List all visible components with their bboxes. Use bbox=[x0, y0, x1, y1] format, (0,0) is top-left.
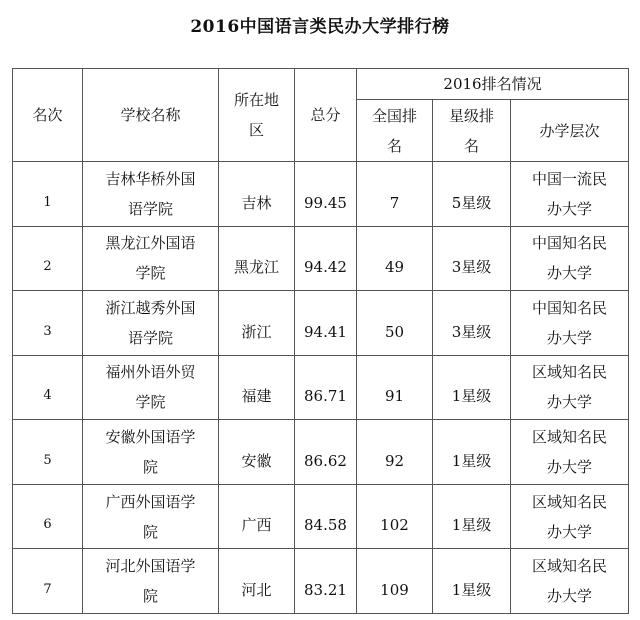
cell-school-name-line2: 院 bbox=[142, 522, 158, 541]
cell-rank bbox=[13, 420, 83, 485]
cell-school-name-line1: 黑龙江外国语 bbox=[105, 234, 196, 253]
cell-level-line2: 办大学 bbox=[546, 264, 592, 283]
cell-score-text: 86.71 bbox=[304, 387, 347, 406]
cell-school-name bbox=[83, 549, 219, 614]
cell-national-rank bbox=[357, 484, 433, 549]
cell-level-line1: 区域知名民 bbox=[531, 557, 607, 576]
cell-school-name bbox=[83, 162, 219, 227]
cell-rank-text: 1 bbox=[43, 194, 52, 210]
header-star-rank bbox=[433, 100, 511, 162]
cell-rank-text: 4 bbox=[43, 388, 52, 404]
header-score: 总分 bbox=[295, 69, 357, 162]
cell-level bbox=[511, 355, 629, 420]
cell-region-text: 安徽 bbox=[241, 451, 272, 470]
cell-level bbox=[511, 162, 629, 227]
cell-school-name-line1: 河北外国语学 bbox=[105, 557, 196, 576]
cell-region-text: 福建 bbox=[241, 387, 272, 406]
cell-region bbox=[219, 226, 295, 291]
cell-star-rank-text: 5星级 bbox=[451, 193, 492, 212]
cell-score-text: 99.45 bbox=[304, 193, 347, 212]
cell-national-rank bbox=[357, 549, 433, 614]
cell-star-rank bbox=[433, 549, 511, 614]
header-region bbox=[219, 69, 295, 162]
table-row bbox=[13, 355, 629, 420]
cell-school-name bbox=[83, 420, 219, 485]
cell-level-line1: 区域知名民 bbox=[531, 428, 607, 447]
cell-level-line2: 办大学 bbox=[546, 328, 592, 347]
table-row bbox=[13, 420, 629, 485]
cell-rank bbox=[13, 162, 83, 227]
cell-level bbox=[511, 291, 629, 356]
cell-star-rank-text: 1星级 bbox=[451, 516, 492, 535]
cell-rank-text: 5 bbox=[43, 452, 52, 468]
cell-school-name-line2: 学院 bbox=[135, 264, 166, 283]
table-row bbox=[13, 484, 629, 549]
cell-national-rank-text: 91 bbox=[384, 387, 405, 406]
cell-level-line1: 区域知名民 bbox=[531, 492, 607, 511]
header-school: 学校名称 bbox=[83, 69, 219, 162]
cell-level-line2: 办大学 bbox=[546, 199, 592, 218]
cell-score bbox=[295, 291, 357, 356]
cell-star-rank bbox=[433, 484, 511, 549]
cell-national-rank bbox=[357, 355, 433, 420]
cell-national-rank bbox=[357, 226, 433, 291]
header-group-2016: 2016排名情况 bbox=[357, 69, 629, 100]
cell-level-line1: 中国知名民 bbox=[531, 234, 607, 253]
cell-level bbox=[511, 226, 629, 291]
cell-national-rank-text: 109 bbox=[380, 581, 409, 599]
cell-school-name-line2: 学院 bbox=[135, 393, 166, 412]
cell-level-line1: 中国知名民 bbox=[531, 298, 607, 317]
cell-score-text: 84.58 bbox=[304, 516, 347, 535]
cell-national-rank-text: 50 bbox=[384, 322, 405, 341]
cell-score-text: 94.41 bbox=[304, 322, 347, 341]
cell-rank bbox=[13, 484, 83, 549]
cell-region bbox=[219, 484, 295, 549]
cell-score bbox=[295, 226, 357, 291]
cell-score bbox=[295, 162, 357, 227]
cell-school-name bbox=[83, 355, 219, 420]
header-region-line1: 所在地 bbox=[233, 91, 279, 109]
cell-region bbox=[219, 420, 295, 485]
table-body bbox=[13, 162, 629, 614]
cell-region-text: 广西 bbox=[241, 516, 272, 535]
cell-region bbox=[219, 291, 295, 356]
cell-school-name-line2: 院 bbox=[142, 587, 158, 606]
cell-rank-text: 6 bbox=[43, 517, 52, 533]
cell-national-rank bbox=[357, 291, 433, 356]
header-star-line2: 名 bbox=[463, 136, 479, 155]
cell-national-rank-text: 49 bbox=[384, 258, 405, 277]
header-star-line1: 星级排 bbox=[448, 106, 494, 125]
cell-score-text: 86.62 bbox=[304, 451, 347, 470]
cell-score-text: 83.21 bbox=[304, 581, 347, 599]
cell-region-text: 黑龙江 bbox=[233, 258, 279, 277]
cell-star-rank bbox=[433, 420, 511, 485]
table-header bbox=[13, 69, 629, 162]
cell-national-rank-text: 7 bbox=[389, 193, 400, 212]
cell-school-name-line1: 浙江越秀外国 bbox=[105, 298, 196, 317]
cell-school-name-line2: 院 bbox=[142, 458, 158, 477]
cell-star-rank-text: 1星级 bbox=[451, 581, 492, 599]
table-row bbox=[13, 291, 629, 356]
cell-star-rank bbox=[433, 162, 511, 227]
cell-national-rank bbox=[357, 420, 433, 485]
table-row bbox=[13, 162, 629, 227]
cell-rank-text: 3 bbox=[43, 323, 52, 339]
cell-level bbox=[511, 420, 629, 485]
cell-school-name-line1: 广西外国语学 bbox=[105, 492, 196, 511]
cell-national-rank-text: 92 bbox=[384, 451, 405, 470]
cell-region bbox=[219, 549, 295, 614]
cell-rank bbox=[13, 355, 83, 420]
header-level: 办学层次 bbox=[511, 100, 629, 162]
cell-school-name-line2: 语学院 bbox=[127, 328, 173, 347]
cell-region bbox=[219, 162, 295, 227]
header-national-line1: 全国排 bbox=[371, 106, 417, 125]
header-national-rank bbox=[357, 100, 433, 162]
header-national-line2: 名 bbox=[386, 136, 402, 155]
cell-region-text: 河北 bbox=[241, 581, 272, 599]
cell-region-text: 浙江 bbox=[241, 322, 272, 341]
cell-school-name bbox=[83, 291, 219, 356]
cell-level-line2: 办大学 bbox=[546, 522, 592, 541]
cell-level-line1: 中国一流民 bbox=[531, 169, 607, 188]
cell-region bbox=[219, 355, 295, 420]
ranking-table bbox=[12, 68, 629, 614]
cell-score bbox=[295, 549, 357, 614]
cell-score bbox=[295, 484, 357, 549]
cell-level-line1: 区域知名民 bbox=[531, 363, 607, 382]
cell-level-line2: 办大学 bbox=[546, 587, 592, 606]
cell-star-rank-text: 1星级 bbox=[451, 451, 492, 470]
cell-level bbox=[511, 484, 629, 549]
cell-level-line2: 办大学 bbox=[546, 393, 592, 412]
cell-school-name-line1: 福州外语外贸 bbox=[105, 363, 196, 382]
cell-school-name bbox=[83, 484, 219, 549]
cell-national-rank bbox=[357, 162, 433, 227]
table-row bbox=[13, 549, 629, 614]
cell-school-name-line1: 吉林华桥外国 bbox=[105, 169, 196, 188]
cell-star-rank-text: 3星级 bbox=[451, 258, 492, 277]
cell-school-name-line1: 安徽外国语学 bbox=[105, 428, 196, 447]
cell-level-line2: 办大学 bbox=[546, 458, 592, 477]
cell-rank bbox=[13, 226, 83, 291]
table-row bbox=[13, 226, 629, 291]
cell-star-rank-text: 1星级 bbox=[451, 387, 492, 406]
cell-rank-text: 7 bbox=[43, 582, 52, 597]
cell-level bbox=[511, 549, 629, 614]
cell-star-rank-text: 3星级 bbox=[451, 322, 492, 341]
cell-score bbox=[295, 420, 357, 485]
header-region-line2: 区 bbox=[248, 121, 264, 139]
cell-school-name bbox=[83, 226, 219, 291]
cell-score bbox=[295, 355, 357, 420]
cell-region-text: 吉林 bbox=[241, 193, 272, 212]
cell-star-rank bbox=[433, 291, 511, 356]
cell-rank-text: 2 bbox=[43, 259, 52, 275]
cell-school-name-line2: 语学院 bbox=[127, 199, 173, 218]
cell-rank bbox=[13, 291, 83, 356]
cell-rank bbox=[13, 549, 83, 614]
cell-score-text: 94.42 bbox=[304, 258, 347, 277]
cell-star-rank bbox=[433, 355, 511, 420]
page-title: 2016中国语言类民办大学排行榜 bbox=[190, 17, 450, 37]
cell-national-rank-text: 102 bbox=[380, 516, 409, 535]
cell-star-rank bbox=[433, 226, 511, 291]
header-rank: 名次 bbox=[13, 69, 83, 162]
